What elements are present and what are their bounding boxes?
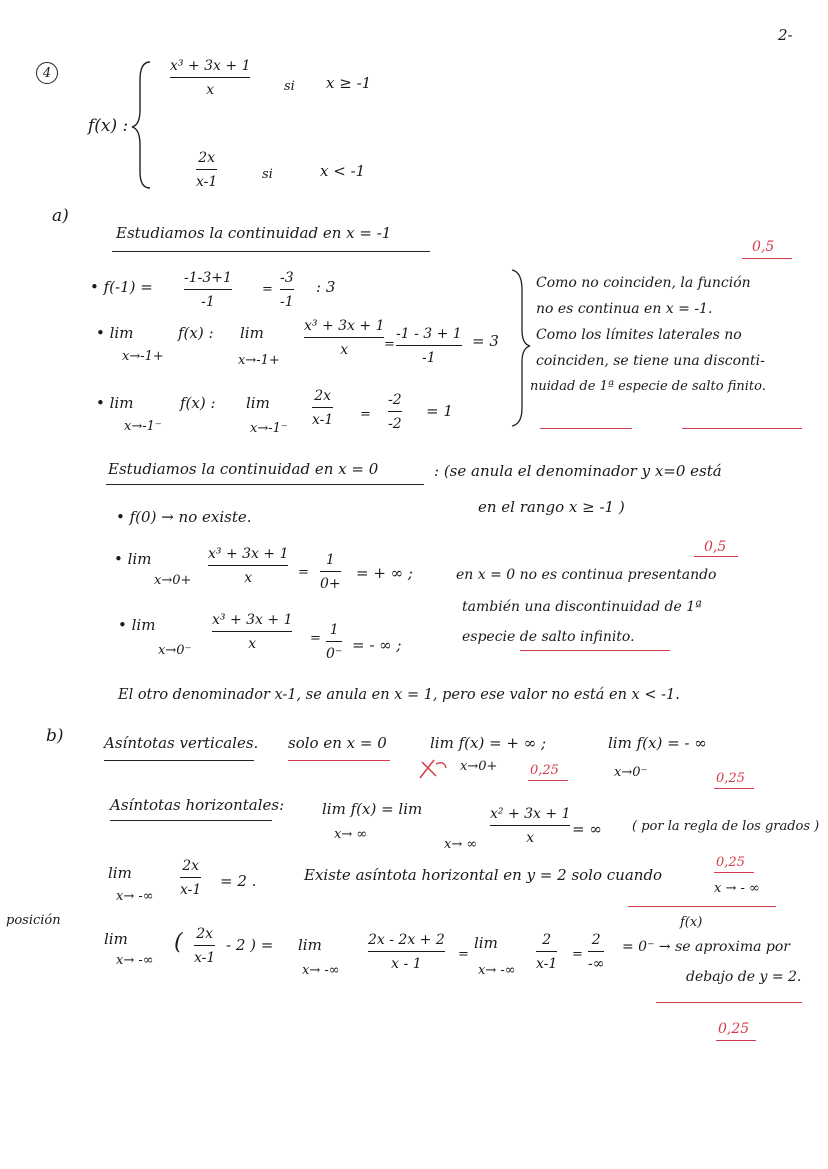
f-at-m1-label: f(-1) = — [103, 278, 153, 296]
heading2-note2: en el rango x ≥ -1 ) — [478, 498, 625, 516]
lim0p-den: x — [244, 570, 253, 587]
pos-den: x - 1 — [391, 956, 422, 973]
f-m1-num1: -1-3+1 — [184, 270, 232, 286]
case1-word: si — [284, 79, 295, 94]
note1-line: no es continua en x = -1. — [536, 301, 713, 317]
horizontal-asymptotes-title: Asíntotas horizontales: — [110, 796, 285, 814]
pos-eq: = — [458, 947, 469, 962]
lim-left-word: lim — [109, 394, 134, 412]
lim0m-sub: x→0⁻ — [158, 643, 192, 658]
av-lim1: lim f(x) = + ∞ ; — [430, 734, 547, 752]
lim0m-den2: 0⁻ — [326, 646, 343, 663]
score-a-mark — [528, 780, 568, 781]
ha-exists-cond: x → - ∞ — [714, 881, 760, 896]
case1-numerator: x³ + 3x + 1 — [170, 58, 251, 74]
lim-right-word: lim — [109, 324, 134, 342]
score-d-mark — [716, 1040, 756, 1041]
ah-lim: lim f(x) = lim — [322, 800, 423, 818]
lim0p-eq: = — [298, 565, 309, 580]
lim0p-result: = + ∞ ; — [356, 564, 413, 582]
score-c: 0,25 — [716, 855, 745, 870]
av-text: solo en x = 0 — [288, 734, 387, 752]
heading-continuity-0: Estudiamos la continuidad en x = 0 — [108, 460, 379, 478]
case2-word: si — [262, 167, 273, 182]
lim-right-eq: = — [384, 337, 395, 352]
ah-sub2: x→ ∞ — [444, 837, 478, 852]
lim-left-den: x-1 — [312, 412, 334, 429]
pos-frac — [368, 932, 445, 972]
lim-right-lim: • lim — [96, 324, 134, 342]
ah-frac — [490, 806, 570, 846]
f-m1-den2: -1 — [280, 294, 294, 311]
page-number: 2- — [778, 26, 793, 44]
av-sub1: x→0+ — [460, 759, 498, 774]
ah-sub: x→ ∞ — [334, 827, 368, 842]
pos-sub: x→ -∞ — [116, 953, 154, 968]
pos-sub3: x→ -∞ — [478, 963, 516, 978]
pos-sub2: x→ -∞ — [302, 963, 340, 978]
f-at-m1-eq: = — [262, 282, 273, 297]
lim-left-eq: = — [360, 407, 371, 422]
pos-minus: - 2 ) = — [226, 936, 274, 954]
lim-right-lim2: lim — [240, 324, 264, 342]
lim0m-word: lim — [131, 616, 156, 634]
case1-condition: x ≥ -1 — [326, 74, 372, 92]
pos-paren-den: x-1 — [194, 950, 216, 967]
lim0m-num2: 1 — [329, 622, 339, 638]
lim-left-sub: x→-1⁻ — [124, 419, 162, 434]
exists-underline — [628, 906, 776, 907]
av-lim2: lim f(x) = - ∞ — [608, 734, 707, 752]
lim-right-sub: x→-1+ — [122, 349, 164, 364]
lim-right-den2: -1 — [422, 350, 436, 367]
note2-line: en x = 0 no es continua presentando — [456, 567, 717, 583]
lim-left-sub2: x→-1⁻ — [250, 421, 288, 436]
lim-right-num2: -1 - 3 + 1 — [396, 326, 462, 342]
function-name: f(x) : — [88, 116, 129, 136]
heading2-note: : (se anula el denominador y x=0 está — [434, 462, 722, 480]
lim0p-den2: 0+ — [320, 576, 341, 593]
note1-line: coinciden, se tiene una disconti- — [536, 353, 765, 369]
pos-den4: -∞ — [588, 956, 605, 973]
posicion-label: posición — [6, 913, 61, 928]
lim0p-word: lim — [127, 550, 152, 568]
note2-line: especie de salto infinito. — [462, 629, 635, 645]
pos-num4: 2 — [591, 932, 601, 948]
case2-numerator: 2x — [198, 150, 216, 166]
heading-continuity-m1: Estudiamos la continuidad en x = -1 — [116, 224, 392, 242]
case2-condition: x < -1 — [320, 162, 366, 180]
pos-open-paren: ( — [174, 930, 183, 955]
ha-exists: Existe asíntota horizontal en y = 2 solo cuando — [304, 866, 663, 884]
case1-denominator: x — [206, 82, 215, 99]
lim0m-num: x³ + 3x + 1 — [212, 612, 293, 628]
score-d: 0,25 — [718, 1021, 750, 1037]
score-1: 0,5 — [752, 239, 775, 255]
pos-underline — [656, 1002, 802, 1003]
lim-minf-sub: x→ -∞ — [116, 889, 154, 904]
part-a-label: a) — [52, 206, 69, 226]
ah-den: x — [526, 830, 535, 847]
f-at-m1-lhs: • f(-1) = — [90, 278, 153, 296]
lim-minf-word: lim — [108, 864, 132, 882]
other-denominator-note: El otro denominador x-1, se anula en x = 1, pero ese valor no está en x < -1. — [118, 687, 680, 703]
score-2: 0,5 — [704, 539, 727, 555]
lim-right-num: x³ + 3x + 1 — [304, 318, 385, 334]
ah-result: = ∞ — [572, 820, 602, 838]
pos-den3: x-1 — [536, 956, 558, 973]
lim0m-den: x — [248, 636, 257, 653]
lim-left-result: = 1 — [426, 402, 453, 420]
lim0m-lim: • lim — [118, 616, 156, 634]
lim0m-eq: = — [310, 631, 321, 646]
case2-denominator: x-1 — [196, 174, 218, 191]
pos-end: debajo de y = 2. — [686, 969, 802, 985]
f0-text: f(0) → no existe. — [129, 508, 252, 526]
lim-left-num2: -2 — [388, 392, 402, 408]
vertical-asymptotes-title: Asíntotas verticales. — [104, 734, 259, 752]
note1-line: nuidad de 1ª especie de salto finito. — [530, 379, 766, 394]
pos-frac3 — [536, 932, 557, 972]
problem-number: 4 — [42, 65, 52, 81]
pos-result: = 0⁻ → se aproxima por — [622, 939, 790, 955]
lim-left-lim2: lim — [246, 394, 270, 412]
pos-paren-num: 2x — [196, 926, 214, 942]
lim0p-num2: 1 — [325, 552, 335, 568]
pos-lim: lim — [104, 930, 128, 948]
lim-minf-frac — [180, 858, 201, 898]
pos-eq2: = — [572, 947, 583, 962]
score-a: 0,25 — [530, 763, 559, 778]
ah-num: x² + 3x + 1 — [490, 806, 571, 822]
note2-line: también una discontinuidad de 1ª — [462, 599, 702, 615]
ah-underline — [110, 820, 272, 821]
lim-right-den: x — [340, 342, 349, 359]
pos-lim2: lim — [298, 936, 322, 954]
lim0p-lim: • lim — [114, 550, 152, 568]
note1-line: Como los límites laterales no — [536, 327, 742, 343]
lim-right-f: f(x) : — [178, 324, 214, 342]
f-m1-den1: -1 — [201, 294, 215, 311]
score-b: 0,25 — [716, 771, 745, 786]
pos-lim3: lim — [474, 934, 498, 952]
f-at-m1-result: : 3 — [316, 278, 336, 296]
pos-num: 2x - 2x + 2 — [368, 932, 445, 948]
pos-frac4 — [588, 932, 604, 972]
score-c-mark — [714, 872, 754, 873]
lim0p-num: x³ + 3x + 1 — [208, 546, 289, 562]
note1-line: Como no coinciden, la función — [536, 275, 751, 291]
lim-minf-num: 2x — [182, 858, 200, 874]
av-sub2: x→0⁻ — [614, 765, 648, 780]
f-m1-num2: -3 — [280, 270, 294, 286]
score-b-mark — [714, 788, 754, 789]
lim0m-result: = - ∞ ; — [352, 636, 402, 654]
pos-num3: 2 — [542, 932, 552, 948]
pos-fx: f(x) — [680, 915, 703, 930]
lim-left-num: 2x — [314, 388, 332, 404]
lim-left-den2: -2 — [388, 416, 402, 433]
lim-left-lim: • lim — [96, 394, 134, 412]
lim-left-f: f(x) : — [180, 394, 216, 412]
lim0p-sub: x→0+ — [154, 573, 192, 588]
lim-minf-result: = 2 . — [220, 872, 257, 890]
part-b-label: b) — [46, 726, 64, 746]
pos-paren-frac — [194, 926, 215, 966]
f0-line: • f(0) → no existe. — [116, 508, 252, 526]
lim-right-sub2: x→-1+ — [238, 353, 280, 368]
lim-right-result: = 3 — [472, 332, 499, 350]
ah-note: ( por la regla de los grados ) — [632, 819, 820, 834]
lim-minf-den: x-1 — [180, 882, 202, 899]
